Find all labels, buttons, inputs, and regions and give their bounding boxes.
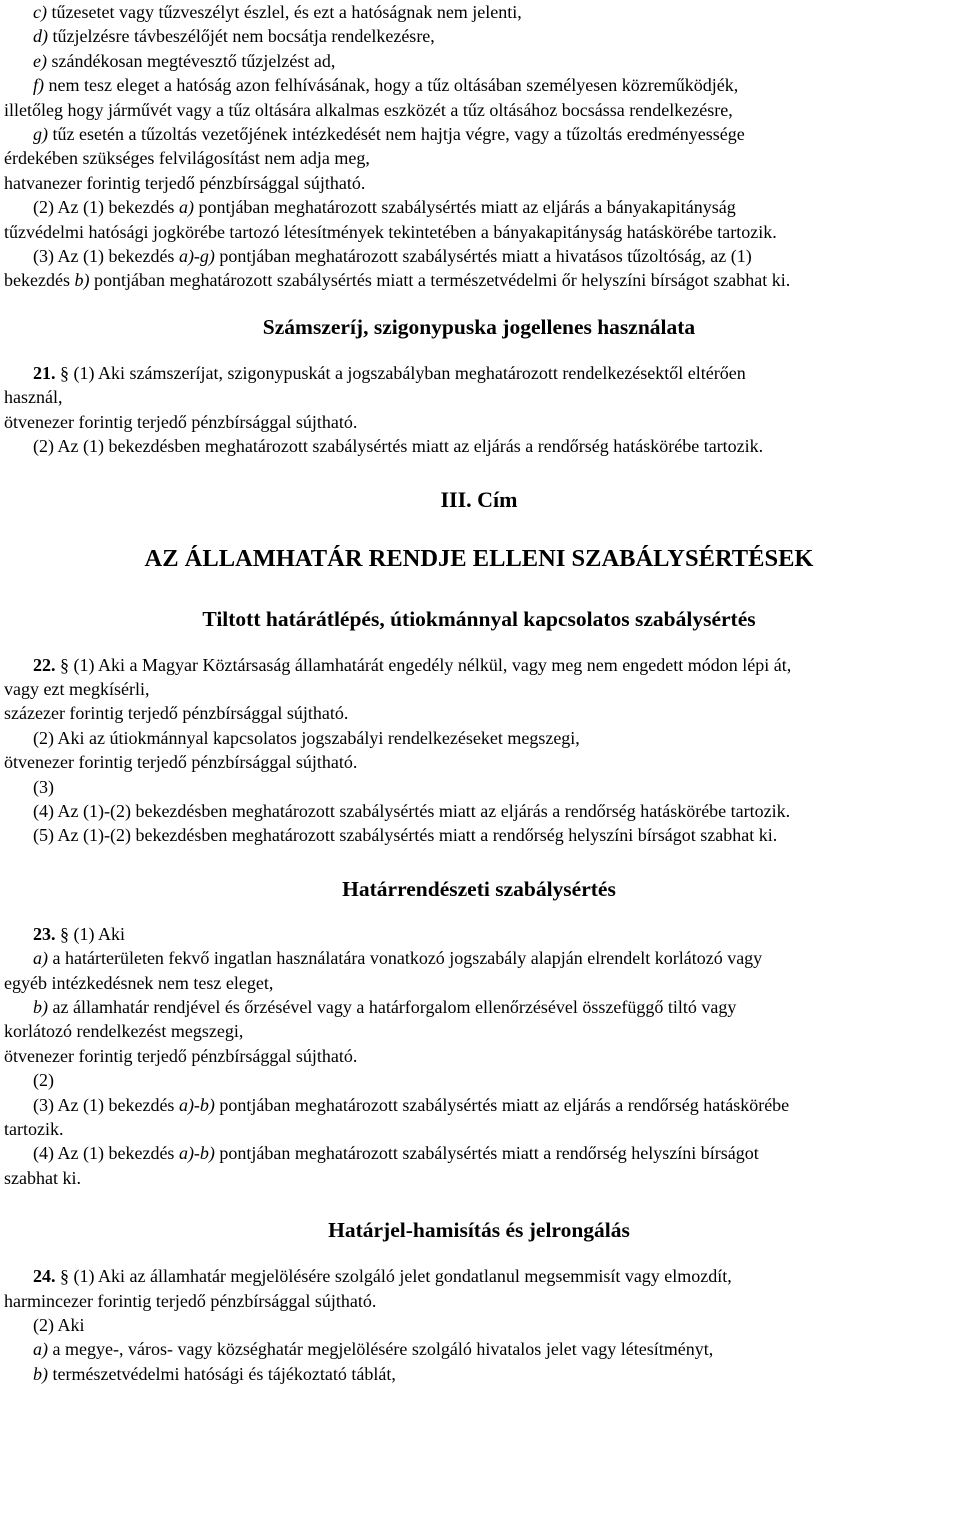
section-21-line2: használ, <box>4 387 63 408</box>
heading-tiltott-hataratlepes: Tiltott határátlépés, útiokmánnyal kapcsolatos szabálysértés <box>202 606 756 631</box>
section-23-paragraph-4-cont: szabhat ki. <box>4 1167 81 1188</box>
list-item-g-cont: érdekében szükséges felvilágosítást nem adja meg, <box>4 148 370 169</box>
section-symbol: § <box>60 654 69 675</box>
paragraph-20-2-cont: tűzvédelmi hatósági jogkörébe tartozó létesítmények tekintetében a bányakapitányság hatáskörébe tartozik. <box>4 221 777 242</box>
list-item-f: f) nem tesz eleget a hatóság azon felhívásának, hogy a tűz oltásában személyesen közreműködjék, <box>33 75 739 96</box>
paragraph-20-3-cont: bekezdés b) pontjában meghatározott szabálysértés miatt a természetvédelmi őr helyszíni bírságot szabhat ki. <box>4 270 791 291</box>
paragraph-20-2: (2) Az (1) bekezdés a) pontjában meghatározott szabálysértés miatt az eljárás a bányakapitányság <box>33 197 736 218</box>
list-item-d: d) tűzjelzésre távbeszélőjét nem bocsátja rendelkezésre, <box>33 26 435 47</box>
list-item-e: e) szándékosan megtévesztő tűzjelzést ad, <box>33 50 336 71</box>
list-item-g: g) tűz esetén a tűzoltás vezetőjének intézkedését nem hajtja végre, vagy a tűzoltás eredményessége <box>33 124 745 145</box>
section-22-paragraph-4: (4) Az (1)-(2) bekezdésben meghatározott szabálysértés miatt az eljárás a rendőrség hatáskörébe tartozik. <box>33 800 791 821</box>
section-24-line1: 24. § (1) Aki az államhatár megjelölésére szolgáló jelet gondatlanul megsemmisít vagy elmozdít, <box>33 1266 732 1287</box>
section-symbol: § <box>60 362 69 383</box>
section-23-item-a-cont: egyéb intézkedésnek nem tesz eleget, <box>4 972 274 993</box>
section-23-paragraph-3: (3) Az (1) bekezdés a)-b) pontjában meghatározott szabálysértés miatt az eljárás a rendőrség hatáskörébe <box>33 1094 790 1115</box>
section-22-line2: vagy ezt megkísérli, <box>4 678 150 699</box>
section-symbol: § <box>60 1266 69 1287</box>
section-23-paragraph-4: (4) Az (1) bekezdés a)-b) pontjában meghatározott szabálysértés miatt a rendőrség helyszíni bírságot <box>33 1143 759 1164</box>
section-24-item-a: a) a megye-, város- vagy községhatár megjelölésére szolgáló hivatalos jelet vagy létesítményt, <box>33 1339 714 1360</box>
section-22-fine-2: ötvenezer forintig terjedő pénzbírsággal sújtható. <box>4 752 358 773</box>
section-21-paragraph-2: (2) Az (1) bekezdésben meghatározott szabálysértés miatt az eljárás a rendőrség hatáskörébe tartozik. <box>33 436 764 457</box>
section-21-fine: ötvenezer forintig terjedő pénzbírsággal sújtható. <box>4 411 358 432</box>
section-22-paragraph-2: (2) Aki az útiokmánnyal kapcsolatos jogszabályi rendelkezéseket megszegi, <box>33 727 580 748</box>
fine-text: hatvanezer forintig terjedő pénzbírsággal sújtható. <box>4 172 366 193</box>
section-23-paragraph-2: (2) <box>33 1070 54 1091</box>
section-24-fine: harmincezer forintig terjedő pénzbírsággal sújtható. <box>4 1290 377 1311</box>
heading-hatarjel-hamisitas: Határjel-hamisítás és jelrongálás <box>328 1218 630 1243</box>
section-23-line1: 23. § (1) Aki <box>33 923 125 944</box>
section-23-item-b-cont: korlátozó rendelkezést megszegi, <box>4 1021 244 1042</box>
section-22-paragraph-3: (3) <box>33 776 54 797</box>
heading-hatarrendeszeti: Határrendészeti szabálysértés <box>342 876 616 901</box>
section-23-item-b: b) az államhatár rendjével és őrzésével vagy a határforgalom ellenőrzésével összefüggő tiltó vagy <box>33 996 737 1017</box>
section-24-item-b: b) természetvédelmi hatósági és tájékoztató táblát, <box>33 1363 396 1384</box>
section-23-item-a: a) a határterületen fekvő ingatlan használatára vonatkozó jogszabály alapján elrendelt korlátozó vagy <box>33 948 763 969</box>
section-21-line1: 21. § (1) Aki számszeríjat, szigonypuskát a jogszabályban meghatározott rendelkezésektől eltérően <box>33 362 746 383</box>
heading-allamhatar: AZ ÁLLAMHATÁR RENDJE ELLENI SZABÁLYSÉRTÉSEK <box>144 544 814 572</box>
paragraph-20-3: (3) Az (1) bekezdés a)-g) pontjában meghatározott szabálysértés miatt a hivatásos tűzoltóság, az (1) <box>33 246 752 267</box>
section-24-paragraph-2: (2) Aki <box>33 1315 85 1336</box>
heading-szamszerij: Számszeríj, szigonypuska jogellenes használata <box>262 314 696 339</box>
list-block-20-1 <box>4 0 954 195</box>
section-22-fine-1: százezer forintig terjedő pénzbírsággal sújtható. <box>4 703 349 724</box>
heading-cim: III. Cím <box>440 486 518 512</box>
section-22-line1: 22. § (1) Aki a Magyar Köztársaság államhatárát engedély nélkül, vagy meg nem engedett módon lépi át, <box>33 654 792 675</box>
section-22-paragraph-5: (5) Az (1)-(2) bekezdésben meghatározott szabálysértés miatt a rendőrség helyszíni bírságot szabhat ki. <box>33 825 778 846</box>
list-item-c: c) tűzesetet vagy tűzveszélyt észlel, és ezt a hatóságnak nem jelenti, <box>33 2 522 22</box>
list-item-f-cont: illetőleg hogy járművét vagy a tűz oltására alkalmas eszközét a tűz oltásához bocsássa rendelkezésre, <box>4 99 733 120</box>
section-symbol: § <box>60 923 69 944</box>
section-23-fine: ötvenezer forintig terjedő pénzbírsággal sújtható. <box>4 1045 358 1066</box>
section-23-paragraph-3-cont: tartozik. <box>4 1119 64 1139</box>
